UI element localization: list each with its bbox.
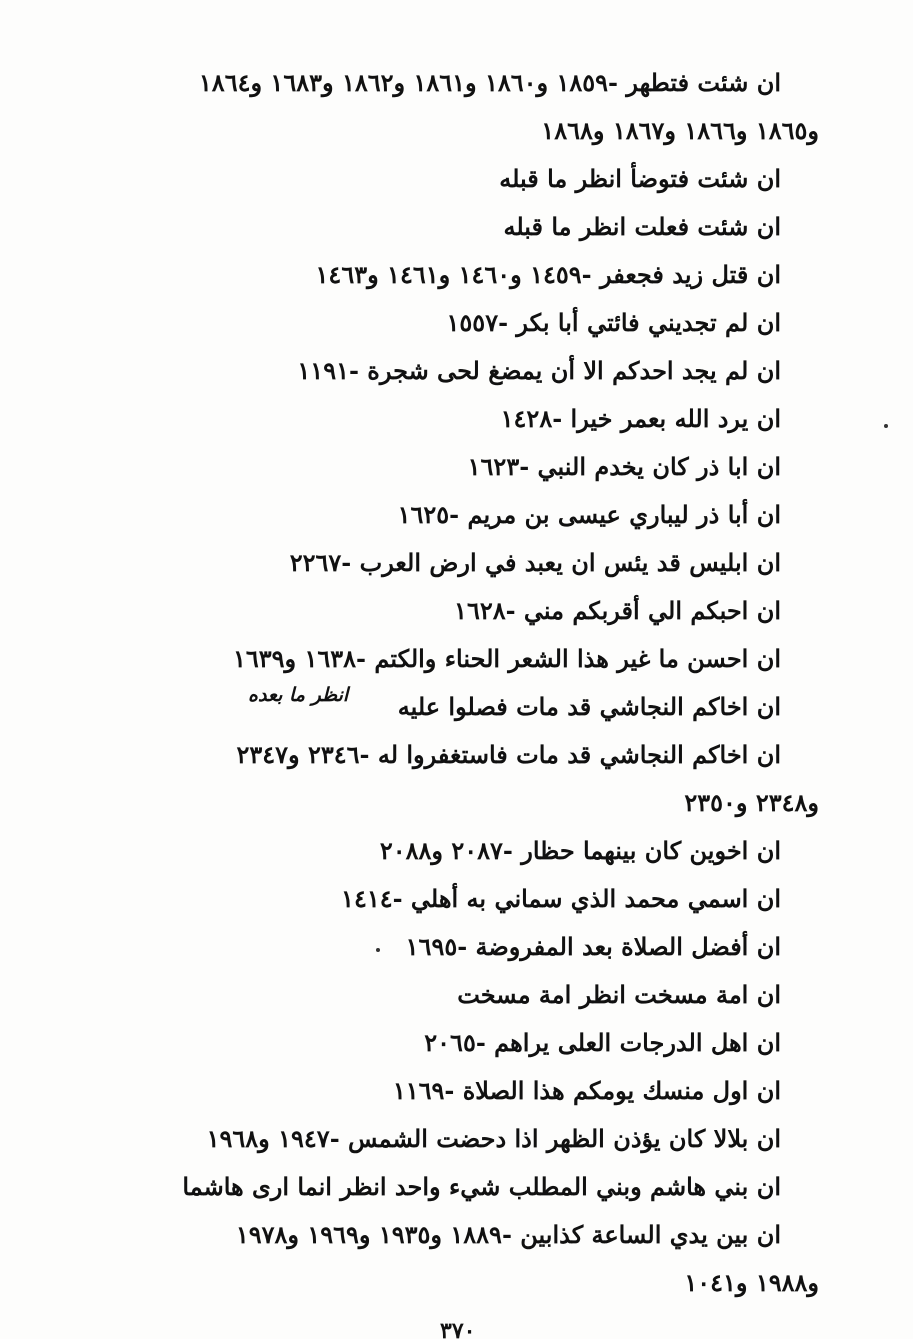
index-entry: ان اهل الدرجات العلى يراهم -٢٠٦٥ [424, 1028, 781, 1057]
index-entry: ان أفضل الصلاة بعد المفروضة -١٦٩٥ [405, 932, 781, 961]
index-entry-continuation: و١٩٨٨ و١٠٤١ [684, 1268, 819, 1297]
index-entry: ان ابا ذر كان يخدم النبي -١٦٢٣ [467, 452, 781, 481]
index-entry: ان شئت فتطهر -١٨٥٩ و١٨٦٠ و١٨٦١ و١٨٦٢ و١٦٨٣ و١٨٦٤ [198, 68, 781, 97]
index-entry: ان لم يجد احدكم الا أن يمضغ لحى شجرة -١١٩١ [297, 356, 781, 385]
index-entry: ان امة مسخت انظر امة مسخت [457, 980, 781, 1009]
index-entry: ان اخاكم النجاشي قد مات فاستغفروا له -٢٣٤٦ و٢٣٤٧ [236, 740, 781, 769]
index-entry: ان يرد الله بعمر خيرا -١٤٢٨ [500, 404, 781, 433]
index-entry: ان اول منسك يومكم هذا الصلاة -١١٦٩ [392, 1076, 781, 1105]
index-entry: ان قتل زيد فجعفر -١٤٥٩ و١٤٦٠ و١٤٦١ و١٤٦٣ [315, 260, 781, 289]
index-entry: ان اخاكم النجاشي قد مات فصلوا عليه [397, 692, 781, 721]
index-entry: ان لم تجديني فائتي أبا بكر -١٥٥٧ [446, 308, 781, 337]
index-entry: ان احسن ما غير هذا الشعر الحناء والكتم -١٦٣٨ و١٦٣٩ [232, 644, 781, 673]
index-entry: ان شئت فعلت انظر ما قبله [503, 212, 781, 241]
index-entry: ان بلالا كان يؤذن الظهر اذا دحضت الشمس -١٩٤٧ و١٩٦٨ [206, 1124, 781, 1153]
index-entry: ان اسمي محمد الذي سماني به أهلي -١٤١٤ [341, 884, 781, 913]
page-number: ٣٧٠ [440, 1318, 476, 1344]
index-entry-continuation: و٢٣٤٨ و٢٣٥٠ [684, 788, 819, 817]
index-entry: ان أبا ذر ليباري عيسى بن مريم -١٦٢٥ [397, 500, 781, 529]
index-entry: ان بين يدي الساعة كذابين -١٨٨٩ و١٩٣٥ و١٩٦٩ و١٩٧٨ [235, 1220, 781, 1249]
index-entry-continuation: و١٨٦٥ و١٨٦٦ و١٨٦٧ و١٨٦٨ [541, 116, 819, 145]
index-entry: ان شئت فتوضأ انظر ما قبله [499, 164, 781, 193]
index-entry: ان بني هاشم وبني المطلب شيء واحد انظر انما ارى هاشما [182, 1172, 781, 1201]
index-entry: ان ابليس قد يئس ان يعبد في ارض العرب -٢٢٦٧ [289, 548, 781, 577]
index-entry: ان اخوين كان بينهما حظار -٢٠٨٧ و٢٠٨٨ [379, 836, 781, 865]
ink-speck [884, 424, 888, 428]
handwritten-note: انظر ما بعده [248, 684, 349, 706]
ink-speck [376, 948, 380, 952]
index-entry: ان احبكم الي أقربكم مني -١٦٢٨ [454, 596, 781, 625]
